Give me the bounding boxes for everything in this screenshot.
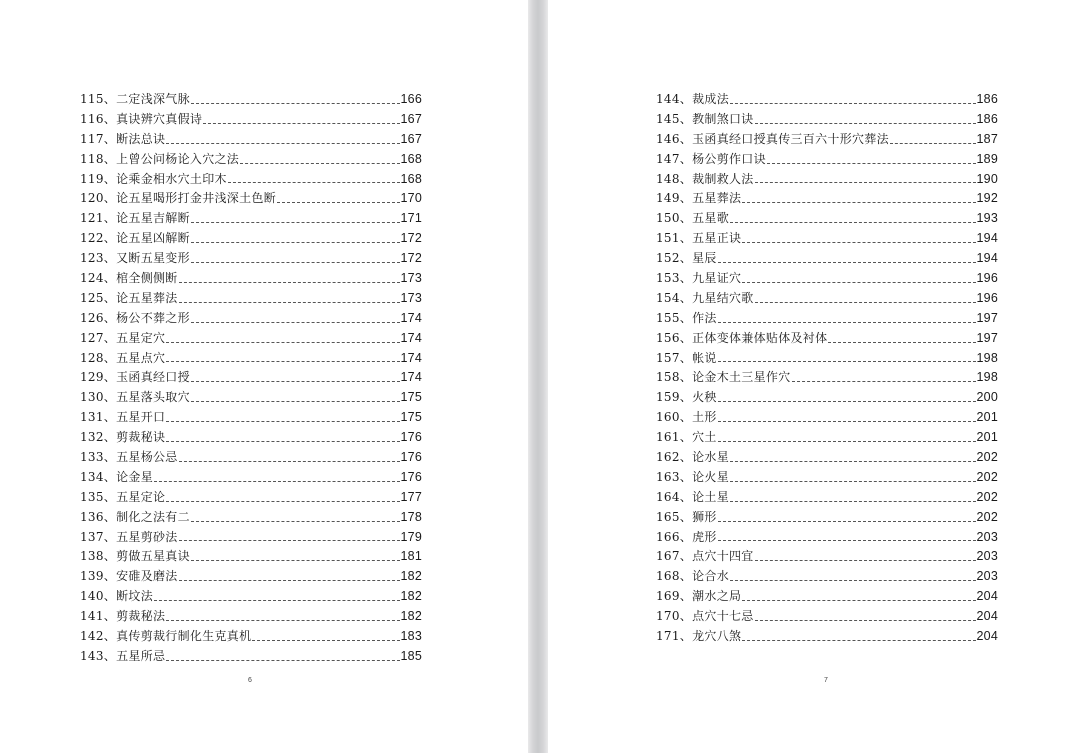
toc-entry[interactable] bbox=[656, 508, 998, 528]
toc-entry[interactable] bbox=[80, 647, 422, 667]
toc-entry[interactable] bbox=[80, 189, 422, 209]
toc-entry-title: 141、剪裁秘法 bbox=[80, 609, 166, 624]
toc-entry[interactable] bbox=[656, 269, 998, 289]
dot-leader bbox=[742, 202, 975, 203]
toc-entry-title: 144、裁成法 bbox=[656, 91, 730, 106]
toc-entry-title: 139、安碓及磨法 bbox=[80, 569, 178, 584]
dot-leader bbox=[755, 302, 976, 303]
toc-entry[interactable] bbox=[80, 170, 422, 190]
toc-entry-title: 130、五星落头取穴 bbox=[80, 390, 190, 405]
dot-leader bbox=[191, 242, 400, 243]
dot-leader bbox=[191, 262, 400, 263]
toc-entry-page-number: 172 bbox=[400, 231, 422, 246]
toc-entry-title: 115、二定浅深气脉 bbox=[80, 91, 190, 106]
dot-leader bbox=[191, 521, 400, 522]
toc-entry[interactable] bbox=[656, 170, 998, 190]
toc-entry[interactable] bbox=[80, 269, 422, 289]
toc-entry-page-number: 201 bbox=[976, 430, 998, 445]
toc-entry[interactable] bbox=[80, 309, 422, 329]
toc-entry[interactable] bbox=[80, 547, 422, 567]
toc-entry-title: 133、五星杨公忌 bbox=[80, 450, 178, 465]
toc-entry-title: 126、杨公不葬之形 bbox=[80, 310, 190, 325]
toc-entry-page-number: 174 bbox=[400, 370, 422, 385]
toc-entry[interactable] bbox=[656, 249, 998, 269]
toc-entry[interactable] bbox=[656, 567, 998, 587]
toc-entry-title: 136、制化之法有二 bbox=[80, 509, 190, 524]
toc-entry-title: 123、又断五星变形 bbox=[80, 251, 190, 266]
dot-leader bbox=[191, 401, 400, 402]
toc-entry-page-number: 182 bbox=[400, 569, 422, 584]
toc-entry-page-number: 167 bbox=[400, 111, 422, 126]
left-page bbox=[0, 0, 528, 753]
toc-entry[interactable] bbox=[656, 388, 998, 408]
dot-leader bbox=[240, 163, 399, 164]
dot-leader bbox=[191, 560, 400, 561]
toc-entry[interactable] bbox=[80, 209, 422, 229]
toc-entry-title: 143、五星所忌 bbox=[80, 648, 166, 663]
toc-entry-page-number: 202 bbox=[976, 509, 998, 524]
toc-entry[interactable] bbox=[80, 448, 422, 468]
dot-leader bbox=[179, 461, 400, 462]
toc-entry[interactable] bbox=[80, 567, 422, 587]
dot-leader bbox=[228, 182, 400, 183]
dot-leader bbox=[730, 501, 976, 502]
dot-leader bbox=[718, 441, 976, 442]
toc-entry-title: 162、论水星 bbox=[656, 450, 730, 465]
dot-leader bbox=[191, 381, 400, 382]
toc-entry[interactable] bbox=[656, 368, 998, 388]
toc-entry[interactable] bbox=[656, 468, 998, 488]
toc-entry[interactable] bbox=[656, 428, 998, 448]
toc-entry-page-number: 204 bbox=[976, 609, 998, 624]
dot-leader bbox=[755, 182, 976, 183]
toc-entry-page-number: 198 bbox=[976, 350, 998, 365]
toc-entry-page-number: 173 bbox=[400, 271, 422, 285]
dot-leader bbox=[742, 640, 975, 641]
dot-leader bbox=[742, 242, 975, 243]
toc-entry-page-number: 177 bbox=[400, 489, 422, 504]
toc-entry[interactable] bbox=[80, 627, 422, 647]
dot-leader bbox=[828, 342, 975, 343]
toc-entry-page-number: 200 bbox=[976, 390, 998, 405]
toc-entry[interactable] bbox=[656, 189, 998, 209]
toc-entry-title: 159、火秧 bbox=[656, 390, 717, 405]
toc-entry[interactable] bbox=[656, 607, 998, 627]
toc-entry-title: 134、论金星 bbox=[80, 469, 154, 484]
toc-entry-page-number: 174 bbox=[400, 330, 422, 345]
toc-entry-page-number: 182 bbox=[400, 609, 422, 624]
dot-leader bbox=[191, 322, 400, 323]
dot-leader bbox=[755, 620, 976, 621]
toc-entry[interactable] bbox=[656, 289, 998, 309]
dot-leader bbox=[166, 501, 399, 502]
toc-entry-page-number: 170 bbox=[400, 191, 422, 206]
right-page bbox=[548, 0, 1079, 753]
toc-entry-title: 121、论五星吉解断 bbox=[80, 211, 190, 226]
toc-entry-title: 129、玉函真经口授 bbox=[80, 370, 190, 385]
dot-leader bbox=[718, 361, 976, 362]
toc-entry-title: 125、论五星葬法 bbox=[80, 290, 178, 305]
toc-entry-title: 157、帐说 bbox=[656, 350, 717, 365]
toc-entry-page-number: 186 bbox=[976, 111, 998, 126]
dot-leader bbox=[718, 521, 976, 522]
toc-entry-title: 152、星辰 bbox=[656, 251, 717, 266]
toc-entry[interactable] bbox=[80, 289, 422, 309]
toc-entry-title: 167、点穴十四宜 bbox=[656, 549, 754, 564]
dot-leader bbox=[166, 421, 399, 422]
toc-entry-title: 142、真传剪裁行制化生克真机 bbox=[80, 629, 252, 644]
toc-entry[interactable] bbox=[656, 130, 998, 150]
page-gutter bbox=[528, 0, 548, 753]
dot-leader bbox=[718, 401, 976, 402]
toc-entry[interactable] bbox=[80, 329, 422, 349]
dot-leader bbox=[166, 660, 399, 661]
toc-entry[interactable] bbox=[656, 408, 998, 428]
toc-entry[interactable] bbox=[656, 627, 998, 647]
toc-entry-title: 156、正体变体兼体贴体及衬体 bbox=[656, 330, 828, 345]
toc-entry-title: 127、五星定穴 bbox=[80, 330, 166, 345]
toc-entry-page-number: 185 bbox=[400, 648, 422, 663]
toc-entry-page-number: 193 bbox=[976, 211, 998, 226]
toc-entry-title: 170、点穴十七忌 bbox=[656, 609, 754, 624]
page-footer-number: 6 bbox=[248, 677, 252, 684]
toc-entry[interactable] bbox=[656, 349, 998, 369]
toc-entry[interactable] bbox=[80, 428, 422, 448]
dot-leader bbox=[718, 540, 976, 541]
dot-leader bbox=[742, 600, 975, 601]
dot-leader bbox=[890, 143, 976, 144]
toc-entry-page-number: 176 bbox=[400, 469, 422, 484]
toc-entry[interactable] bbox=[80, 150, 422, 170]
dot-leader bbox=[792, 381, 976, 382]
toc-entry-title: 163、论火星 bbox=[656, 469, 730, 484]
toc-entry-page-number: 194 bbox=[976, 231, 998, 246]
toc-entry-title: 160、土形 bbox=[656, 410, 717, 425]
toc-entry[interactable] bbox=[80, 587, 422, 607]
toc-entry[interactable] bbox=[656, 309, 998, 329]
toc-list-left bbox=[80, 90, 422, 667]
toc-entry-title: 164、论土星 bbox=[656, 489, 730, 504]
toc-entry[interactable] bbox=[80, 368, 422, 388]
toc-entry-page-number: 181 bbox=[400, 549, 422, 564]
toc-entry-title: 128、五星点穴 bbox=[80, 350, 166, 365]
dot-leader bbox=[767, 163, 976, 164]
toc-entry[interactable] bbox=[80, 508, 422, 528]
toc-entry-title: 145、教制煞口诀 bbox=[656, 111, 754, 126]
toc-entry-page-number: 178 bbox=[400, 509, 422, 524]
toc-entry-page-number: 189 bbox=[976, 151, 998, 166]
dot-leader bbox=[166, 620, 399, 621]
dot-leader bbox=[718, 421, 976, 422]
toc-entry-title: 171、龙穴八煞 bbox=[656, 629, 742, 644]
toc-entry[interactable] bbox=[656, 587, 998, 607]
toc-entry-page-number: 196 bbox=[976, 290, 998, 305]
toc-entry-title: 147、杨公剪作口诀 bbox=[656, 151, 766, 166]
toc-entry[interactable] bbox=[80, 408, 422, 428]
dot-leader bbox=[755, 123, 976, 124]
toc-entry-page-number: 203 bbox=[976, 569, 998, 584]
toc-entry-page-number: 176 bbox=[400, 430, 422, 445]
dot-leader bbox=[191, 103, 400, 104]
toc-entry-page-number: 183 bbox=[400, 629, 422, 644]
toc-entry-page-number: 175 bbox=[400, 390, 422, 405]
toc-entry[interactable] bbox=[656, 229, 998, 249]
toc-entry-title: 169、潮水之局 bbox=[656, 589, 742, 604]
toc-entry-page-number: 197 bbox=[976, 310, 998, 325]
toc-entry[interactable] bbox=[656, 90, 998, 110]
dot-leader bbox=[203, 123, 399, 124]
dot-leader bbox=[718, 322, 976, 323]
toc-entry-title: 151、五星正诀 bbox=[656, 231, 742, 246]
toc-list-right bbox=[656, 90, 998, 647]
toc-entry-title: 140、断坟法 bbox=[80, 589, 154, 604]
toc-entry-title: 154、九星结穴歌 bbox=[656, 290, 754, 305]
dot-leader bbox=[730, 580, 976, 581]
toc-entry-page-number: 194 bbox=[976, 251, 998, 266]
toc-entry-title: 153、九星证穴 bbox=[656, 271, 742, 285]
toc-entry-page-number: 201 bbox=[976, 410, 998, 425]
toc-entry-page-number: 190 bbox=[976, 171, 998, 186]
toc-entry-page-number: 172 bbox=[400, 251, 422, 266]
toc-entry-title: 149、五星葬法 bbox=[656, 191, 742, 206]
dot-leader bbox=[154, 481, 400, 482]
toc-entry-title: 166、虎形 bbox=[656, 529, 717, 544]
dot-leader bbox=[755, 560, 976, 561]
toc-entry-title: 117、断法总诀 bbox=[80, 131, 166, 146]
toc-entry-title: 161、穴土 bbox=[656, 430, 717, 445]
toc-entry-title: 132、剪裁秘诀 bbox=[80, 430, 166, 445]
dot-leader bbox=[179, 580, 400, 581]
toc-entry-page-number: 192 bbox=[976, 191, 998, 206]
toc-entry-page-number: 175 bbox=[400, 410, 422, 425]
toc-entry-title: 116、真诀辨穴真假诗 bbox=[80, 111, 203, 126]
toc-entry-page-number: 197 bbox=[976, 330, 998, 345]
toc-entry-title: 158、论金木土三星作穴 bbox=[656, 370, 791, 385]
toc-entry-title: 148、裁制救人法 bbox=[656, 171, 754, 186]
toc-entry-page-number: 168 bbox=[400, 151, 422, 166]
dot-leader bbox=[166, 441, 399, 442]
toc-entry-page-number: 203 bbox=[976, 549, 998, 564]
toc-entry[interactable] bbox=[80, 528, 422, 548]
toc-entry-title: 138、剪做五星真诀 bbox=[80, 549, 190, 564]
dot-leader bbox=[730, 103, 976, 104]
toc-entry[interactable] bbox=[80, 110, 422, 130]
toc-entry[interactable] bbox=[656, 150, 998, 170]
toc-entry[interactable] bbox=[80, 388, 422, 408]
toc-entry[interactable] bbox=[656, 547, 998, 567]
toc-entry-page-number: 173 bbox=[400, 290, 422, 305]
toc-entry-page-number: 202 bbox=[976, 469, 998, 484]
toc-entry[interactable] bbox=[80, 130, 422, 150]
toc-entry-page-number: 202 bbox=[976, 450, 998, 465]
toc-entry-title: 155、作法 bbox=[656, 310, 717, 325]
toc-entry-title: 146、玉函真经口授真传三百六十形穴葬法 bbox=[656, 131, 889, 146]
toc-entry-page-number: 174 bbox=[400, 350, 422, 365]
toc-entry[interactable] bbox=[656, 110, 998, 130]
toc-entry-page-number: 198 bbox=[976, 370, 998, 385]
dot-leader bbox=[179, 302, 400, 303]
toc-entry-page-number: 182 bbox=[400, 589, 422, 604]
dot-leader bbox=[252, 640, 399, 641]
dot-leader bbox=[277, 202, 400, 203]
dot-leader bbox=[730, 461, 976, 462]
toc-entry[interactable] bbox=[80, 90, 422, 110]
toc-entry-page-number: 204 bbox=[976, 629, 998, 644]
toc-entry-title: 120、论五星喝形打金井浅深土色断 bbox=[80, 191, 277, 206]
toc-entry-page-number: 204 bbox=[976, 589, 998, 604]
page-footer-number: 7 bbox=[824, 677, 828, 684]
toc-entry-title: 168、论合水 bbox=[656, 569, 730, 584]
dot-leader bbox=[730, 222, 976, 223]
toc-entry-title: 131、五星开口 bbox=[80, 410, 166, 425]
toc-entry-page-number: 187 bbox=[976, 131, 998, 146]
toc-entry[interactable] bbox=[80, 349, 422, 369]
toc-entry[interactable] bbox=[656, 329, 998, 349]
toc-entry-title: 150、五星歌 bbox=[656, 211, 730, 226]
toc-entry-page-number: 196 bbox=[976, 271, 998, 285]
toc-entry-page-number: 174 bbox=[400, 310, 422, 325]
dot-leader bbox=[191, 222, 400, 223]
dot-leader bbox=[179, 282, 400, 283]
toc-entry[interactable] bbox=[656, 209, 998, 229]
toc-entry-page-number: 203 bbox=[976, 529, 998, 544]
toc-entry-title: 165、狮形 bbox=[656, 509, 717, 524]
toc-entry[interactable] bbox=[80, 607, 422, 627]
dot-leader bbox=[166, 342, 399, 343]
dot-leader bbox=[179, 540, 400, 541]
toc-entry-title: 135、五星定论 bbox=[80, 489, 166, 504]
toc-entry[interactable] bbox=[656, 528, 998, 548]
dot-leader bbox=[154, 600, 400, 601]
toc-entry-title: 119、论乘金相水穴土印木 bbox=[80, 171, 227, 186]
toc-entry[interactable] bbox=[80, 229, 422, 249]
dot-leader bbox=[166, 361, 399, 362]
toc-entry-page-number: 179 bbox=[400, 529, 422, 544]
dot-leader bbox=[166, 143, 399, 144]
toc-entry-page-number: 168 bbox=[400, 171, 422, 186]
toc-entry-page-number: 202 bbox=[976, 489, 998, 504]
toc-entry-page-number: 167 bbox=[400, 131, 422, 146]
toc-entry-page-number: 166 bbox=[400, 91, 422, 106]
dot-leader bbox=[718, 262, 976, 263]
dot-leader bbox=[742, 282, 975, 283]
toc-entry[interactable] bbox=[80, 488, 422, 508]
toc-entry-title: 137、五星剪砂法 bbox=[80, 529, 178, 544]
toc-entry-page-number: 171 bbox=[400, 211, 422, 226]
toc-entry-title: 124、棺全侧侧断 bbox=[80, 271, 178, 285]
toc-entry-title: 118、上曾公问杨论入穴之法 bbox=[80, 151, 240, 166]
toc-entry[interactable] bbox=[80, 468, 422, 488]
toc-entry[interactable] bbox=[656, 448, 998, 468]
toc-entry-title: 122、论五星凶解断 bbox=[80, 231, 190, 246]
toc-entry-page-number: 176 bbox=[400, 450, 422, 465]
toc-entry-page-number: 186 bbox=[976, 91, 998, 106]
toc-entry[interactable] bbox=[80, 249, 422, 269]
toc-entry[interactable] bbox=[656, 488, 998, 508]
dot-leader bbox=[730, 481, 976, 482]
